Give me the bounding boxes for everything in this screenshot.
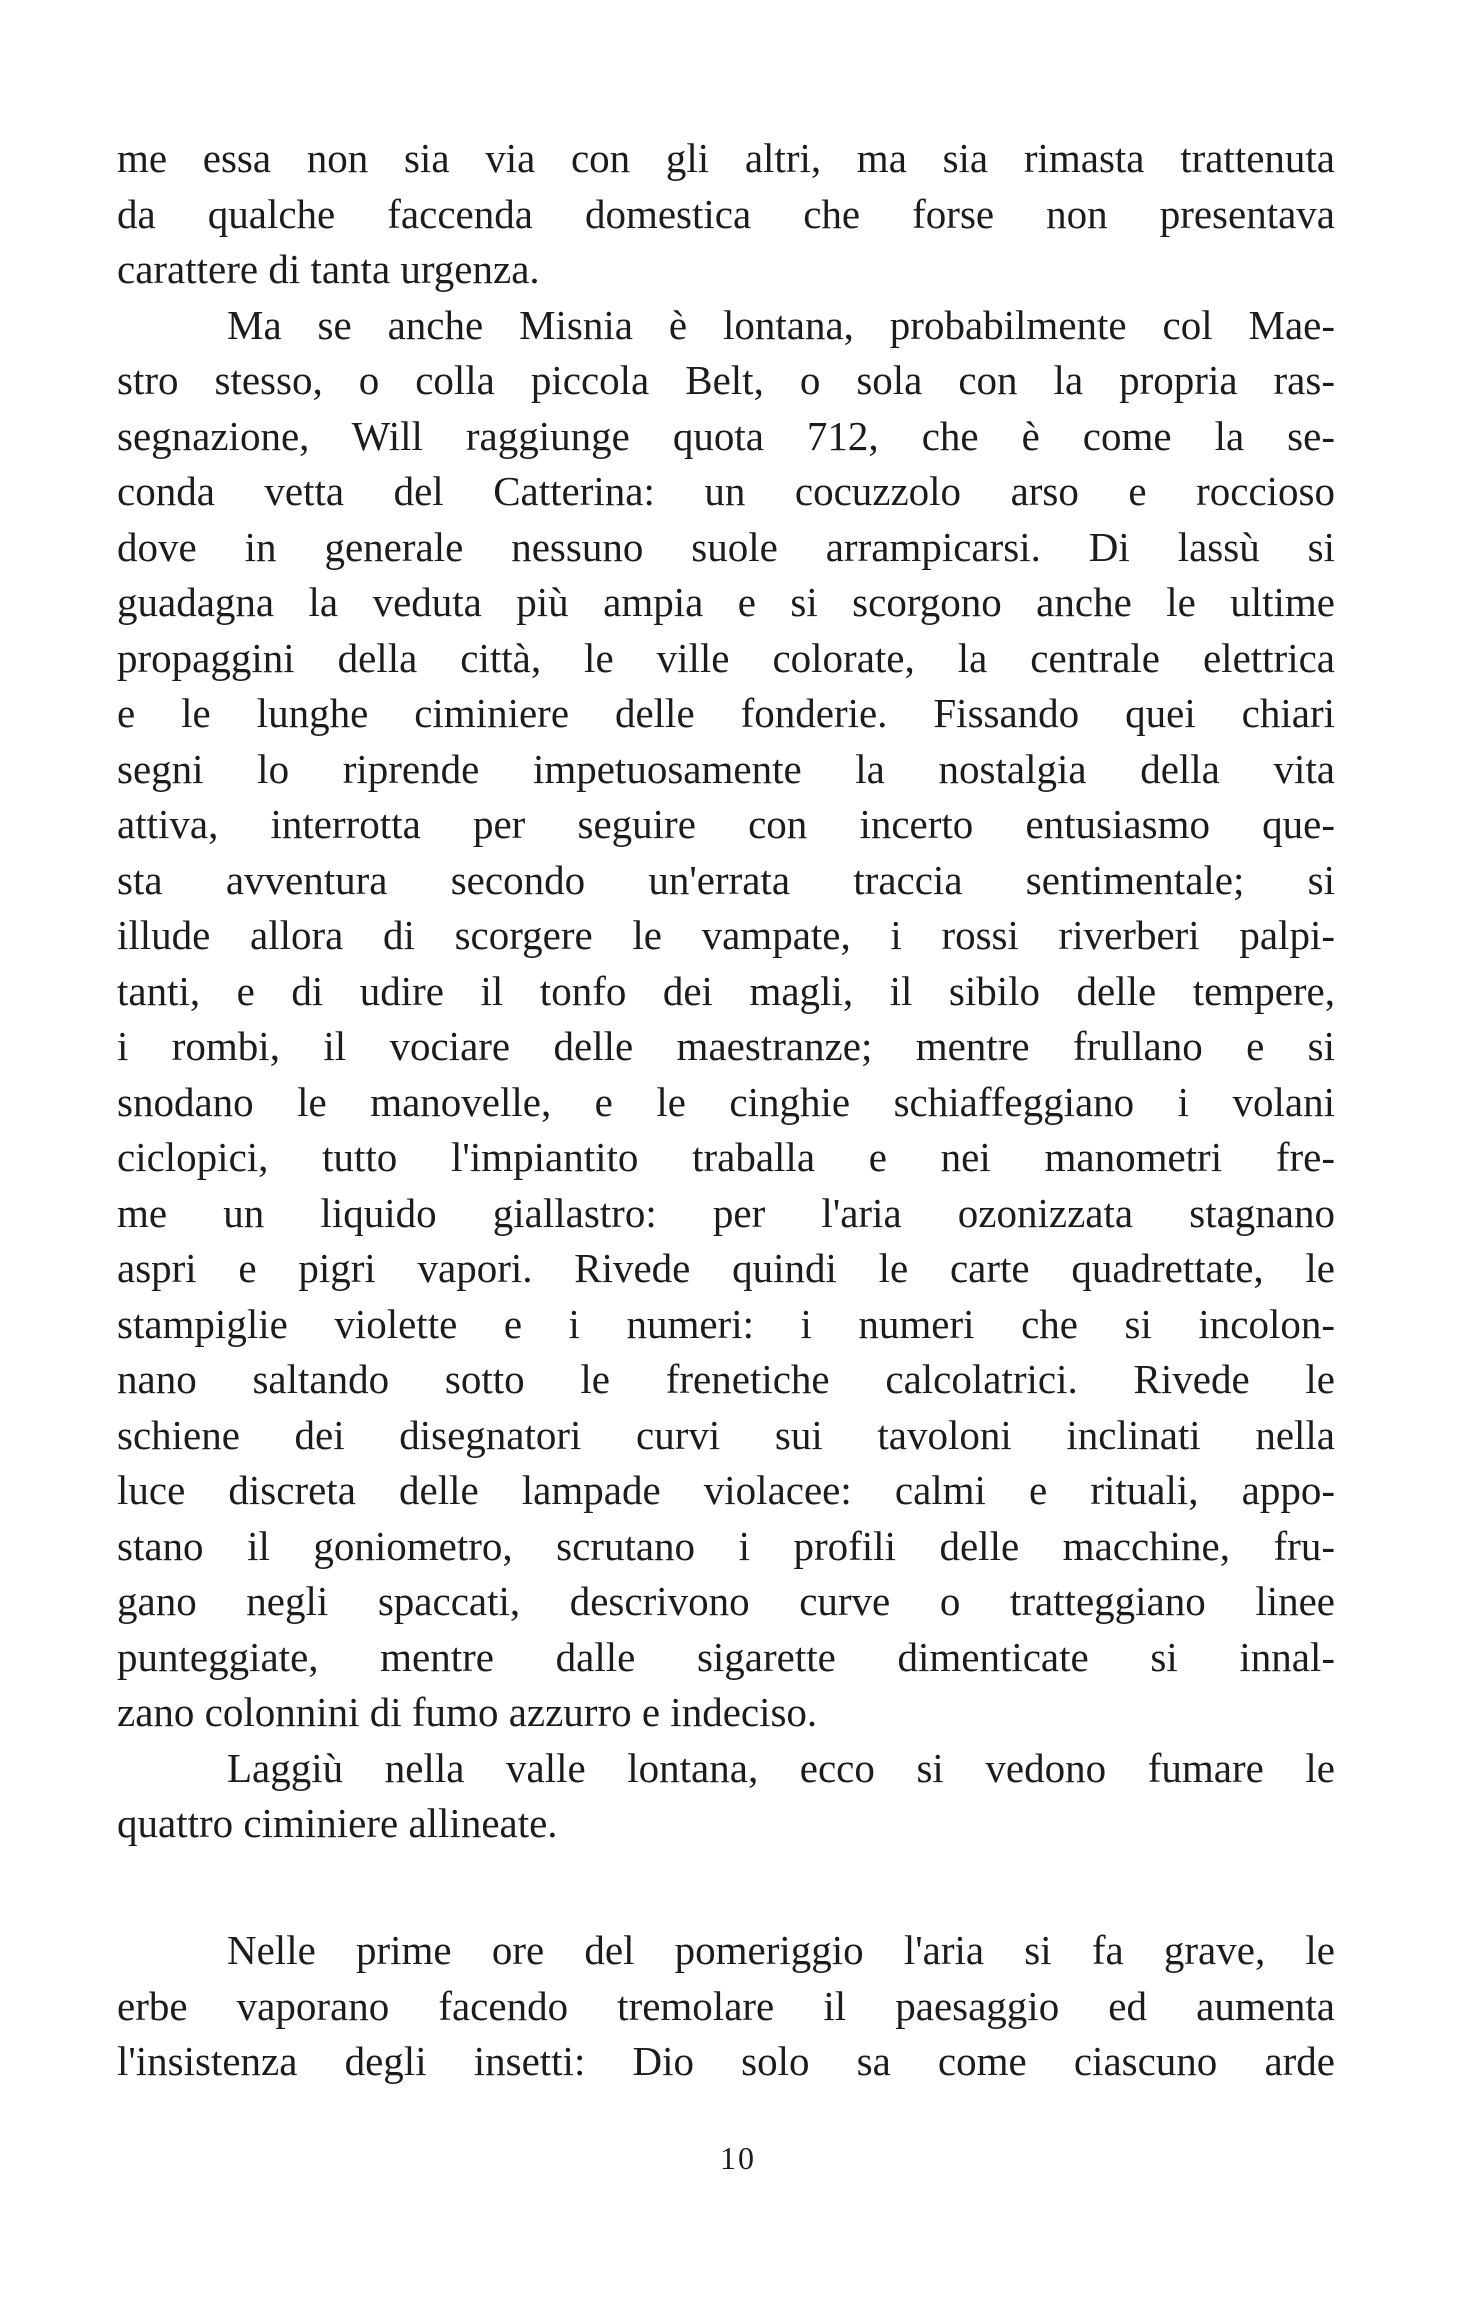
text-line: Laggiù nella valle lontana, ecco si vedono fumare le <box>227 1744 1335 1791</box>
text-line: propaggini della città, le ville colorate, la centrale elettrica <box>117 634 1335 681</box>
text-line: stampiglie violette e i numeri: i numeri che si incolon- <box>117 1300 1335 1347</box>
text-line: dove in generale nessuno suole arrampicarsi. Di lassù si <box>117 523 1335 570</box>
text-line: tanti, e di udire il tonfo dei magli, il sibilo delle tempere, <box>117 967 1335 1014</box>
text-line: stro stesso, o colla piccola Belt, o sola con la propria ras- <box>117 357 1335 403</box>
text-line: e le lunghe ciminiere delle fonderie. Fissando quei chiari <box>117 690 1335 736</box>
text-line: illude allora di scorgere le vampate, i rossi riverberi palpi- <box>117 912 1335 958</box>
text-line: ciclopici, tutto l'impiantito traballa e nei manometri fre- <box>117 1134 1335 1180</box>
text-line: sta avventura secondo un'errata traccia sentimentale; si <box>117 856 1335 903</box>
text-line: l'insistenza degli insetti: Dio solo sa come ciascuno arde <box>117 2038 1335 2084</box>
text-line: aspri e pigri vapori. Rivede quindi le carte quadrettate, le <box>117 1245 1335 1291</box>
text-line: luce discreta delle lampade violacee: calmi e rituali, appo- <box>117 1467 1335 1513</box>
text-line: guadagna la veduta più ampia e si scorgono anche le ultime <box>117 579 1335 625</box>
paragraph-pomeriggio <box>117 1923 1335 2090</box>
text-line: segni lo riprende impetuosamente la nostalgia della vita <box>117 745 1335 792</box>
paragraph-laggiu <box>117 1741 1335 1852</box>
text-line: schiene dei disegnatori curvi sui tavoloni inclinati nella <box>117 1411 1335 1458</box>
text-line: zano colonnini di fumo azzurro e indeciso. <box>117 1689 818 1735</box>
text-line: erbe vaporano facendo tremolare il paesaggio ed aumenta <box>117 1982 1335 2029</box>
text-line: conda vetta del Catterina: un cocuzzolo arso e roccioso <box>117 468 1335 514</box>
text-line: segnazione, Will raggiunge quota 712, che è come la se- <box>117 412 1335 459</box>
text-line: snodano le manovelle, e le cinghie schiaffeggiano i volani <box>117 1078 1335 1125</box>
paragraph-continuation <box>117 131 1335 298</box>
paragraph-misnia <box>117 298 1335 1741</box>
text-line: me un liquido giallastro: per l'aria ozonizzata stagnano <box>117 1189 1335 1236</box>
text-line: i rombi, il vociare delle maestranze; mentre frullano e si <box>117 1023 1335 1069</box>
text-line: gano negli spaccati, descrivono curve o tratteggiano linee <box>117 1578 1335 1624</box>
text-line: me essa non sia via con gli altri, ma sia rimasta trattenuta <box>117 135 1335 181</box>
text-line: Nelle prime ore del pomeriggio l'aria si fa grave, le <box>227 1927 1335 1973</box>
page-number: 10 <box>720 2140 756 2176</box>
text-block-upper <box>117 131 1335 1852</box>
text-line: stano il goniometro, scrutano i profili delle macchine, fru- <box>117 1522 1335 1569</box>
text-line: quattro ciminiere allineate. <box>117 1800 558 1846</box>
text-line: da qualche faccenda domestica che forse non presentava <box>117 190 1335 237</box>
text-line: attiva, interrotta per seguire con incerto entusiasmo que- <box>117 801 1335 847</box>
text-line: Ma se anche Misnia è lontana, probabilmente col Mae- <box>227 301 1335 348</box>
text-block-lower <box>117 1923 1335 2090</box>
text-line: carattere di tanta urgenza. <box>117 246 540 292</box>
text-line: punteggiate, mentre dalle sigarette dimenticate si innal- <box>117 1633 1335 1680</box>
text-line: nano saltando sotto le frenetiche calcolatrici. Rivede le <box>117 1356 1335 1402</box>
